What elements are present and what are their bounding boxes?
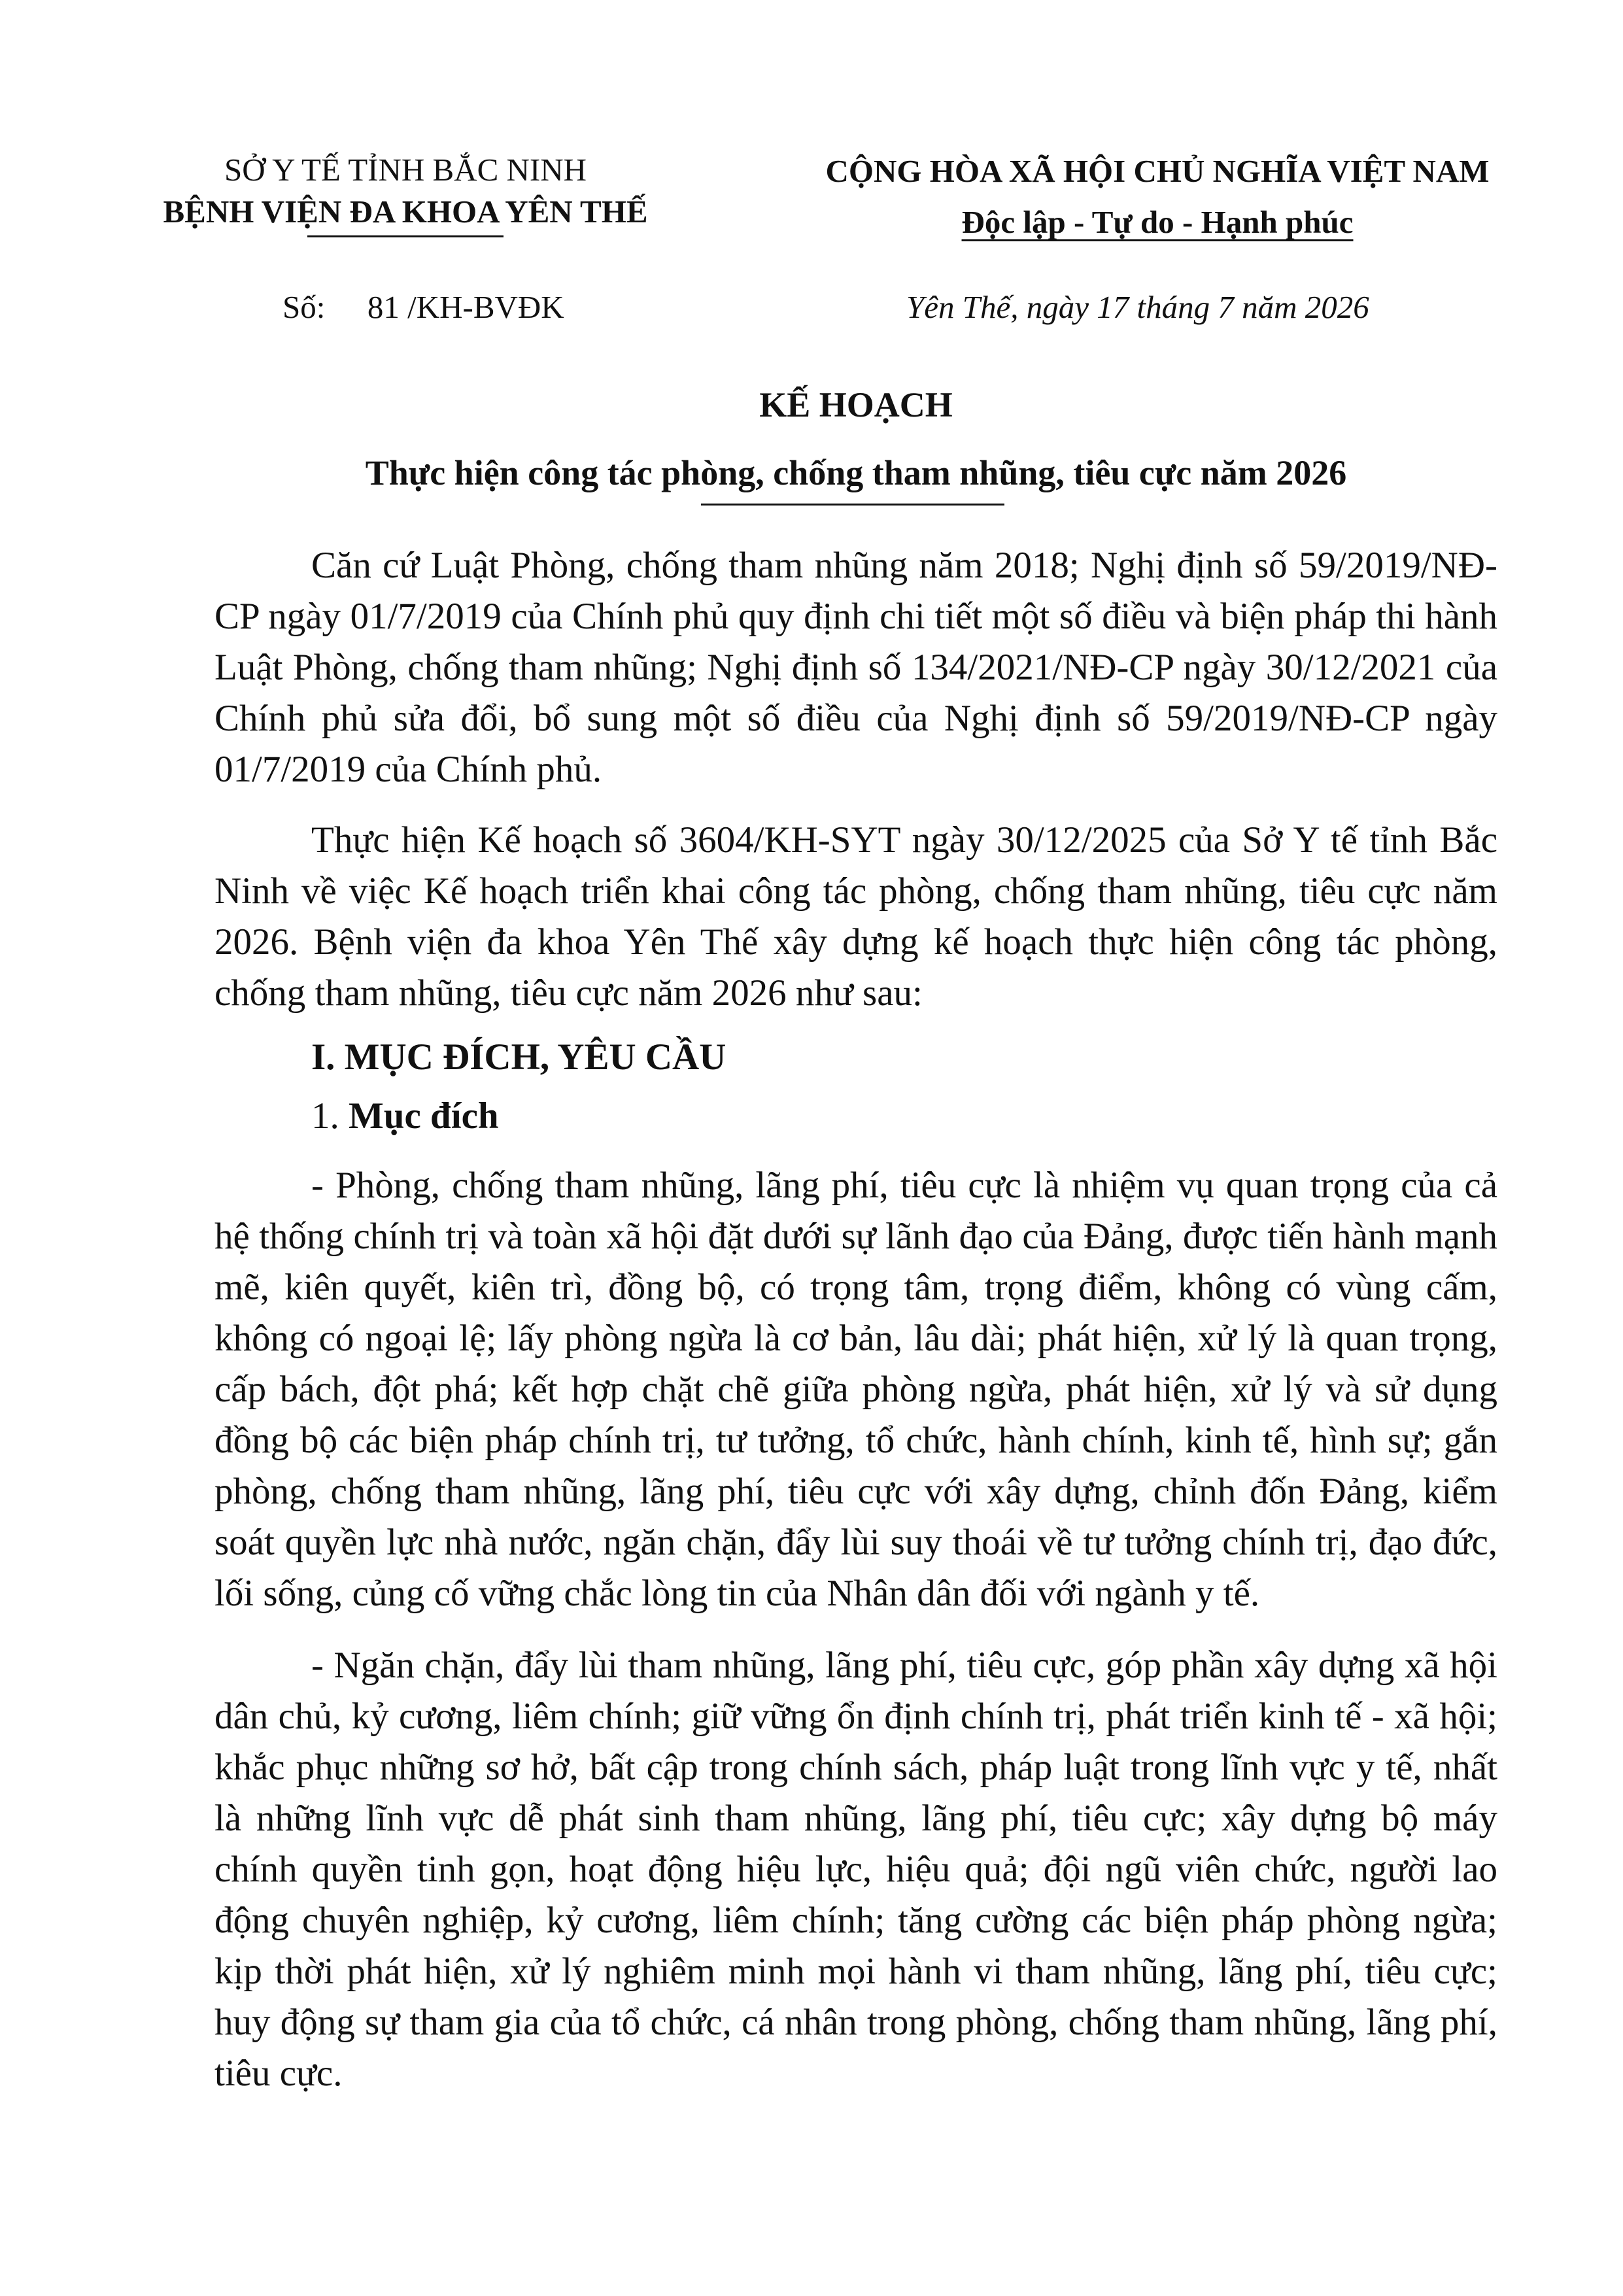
place-date: Yên Thế, ngày 17 tháng 7 năm 2026 xyxy=(906,289,1369,325)
document-title: KẾ HOẠCH xyxy=(759,385,953,424)
purpose-paragraph: - Ngăn chặn, đẩy lùi tham nhũng, lãng phí, tiêu cực, góp phần xây dựng xã hội dân chủ, kỷ cương, liêm chính; giữ vững ổn định chính trị, phát triển kinh tế - xã hội; khắc phục những sơ hở, bất cập trong chính sách, pháp luật trong lĩnh vực y tế, nhất là những lĩnh vực dễ phát sinh tham nhũng, lãng phí, tiêu cực; xây dựng bộ máy chính quyền tinh gọn, hoạt động hiệu lực, hiệu quả; đội ngũ viên chức, người lao động chuyên nghiệp, kỷ cương, liêm chính; tăng cường các biện pháp phòng ngừa; kịp thời phát hiện, xử lý nghiêm minh mọi hành vi tham nhũng, lãng phí, tiêu cực; huy động sự tham gia của tổ chức, cá nhân trong phòng, chống tham nhũng, lãng phí, tiêu cực. xyxy=(214,1645,1497,2094)
implementation-paragraph: Thực hiện Kế hoạch số 3604/KH-SYT ngày 30/12/2025 của Sở Y tế tỉnh Bắc Ninh về việc Kế hoạch triển khai công tác phòng, chống tham nhũng, tiêu cực năm 2026. Bệnh viện đa khoa Yên Thế xây dựng kế hoạch thực hiện công tác phòng, chống tham nhũng, tiêu cực năm 2026 như sau: xyxy=(214,819,1497,1014)
organization-name: BỆNH VIỆN ĐA KHOA YÊN THẾ xyxy=(163,194,648,230)
title-underline xyxy=(701,504,1004,505)
parent-agency: SỞ Y TẾ TỈNH BẮC NINH xyxy=(224,152,587,188)
document-number: 81 /KH-BVĐK xyxy=(367,289,564,325)
legal-basis-paragraph: Căn cứ Luật Phòng, chống tham nhũng năm 2018; Nghị định số 59/2019/NĐ-CP ngày 01/7/2019 của Chính phủ quy định chi tiết một số điều và biện pháp thi hành Luật Phòng, chống tham nhũng; Nghị định số 134/2021/NĐ-CP ngày 30/12/2021 của Chính phủ sửa đổi, bổ sung một số điều của Nghị định số 59/2019/NĐ-CP ngày 01/7/2019 của Chính phủ. xyxy=(214,545,1497,790)
motto-text: Độc lập - Tự do - Hạnh phúc xyxy=(961,204,1354,240)
document-subtitle: Thực hiện công tác phòng, chống tham nhũng, tiêu cực năm 2026 xyxy=(365,453,1347,492)
subsection-title: Mục đích xyxy=(349,1095,499,1137)
country-name: CỘNG HÒA XÃ HỘI CHỦ NGHĨA VIỆT NAM xyxy=(825,153,1490,189)
subsection-number: 1. xyxy=(311,1095,339,1137)
national-motto xyxy=(778,203,1537,242)
org-underline xyxy=(307,235,504,237)
document-number-label: Số: xyxy=(282,289,326,325)
document-number-row xyxy=(282,288,564,327)
subsection-heading xyxy=(311,1091,499,1142)
section-heading: I. MỤC ĐÍCH, YÊU CẦU xyxy=(311,1037,726,1078)
purpose-paragraph: - Phòng, chống tham nhũng, lãng phí, tiêu cực là nhiệm vụ quan trọng của cả hệ thống chính trị và toàn xã hội đặt dưới sự lãnh đạo của Đảng, được tiến hành mạnh mẽ, kiên quyết, kiên trì, đồng bộ, có trọng tâm, trọng điểm, không có vùng cấm, không có ngoại lệ; lấy phòng ngừa là cơ bản, lâu dài; phát hiện, xử lý là quan trọng, cấp bách, đột phá; kết hợp chặt chẽ giữa phòng ngừa, phát hiện, xử lý và sử dụng đồng bộ các biện pháp chính trị, tư tưởng, tổ chức, hành chính, kinh tế, hình sự; gắn phòng, chống tham nhũng, lãng phí, tiêu cực với xây dựng, chỉnh đốn Đảng, kiểm soát quyền lực nhà nước, ngăn chặn, đẩy lùi suy thoái về tư tưởng chính trị, đạo đức, lối sống, củng cố vững chắc lòng tin của Nhân dân đối với ngành y tế. xyxy=(214,1165,1497,1614)
